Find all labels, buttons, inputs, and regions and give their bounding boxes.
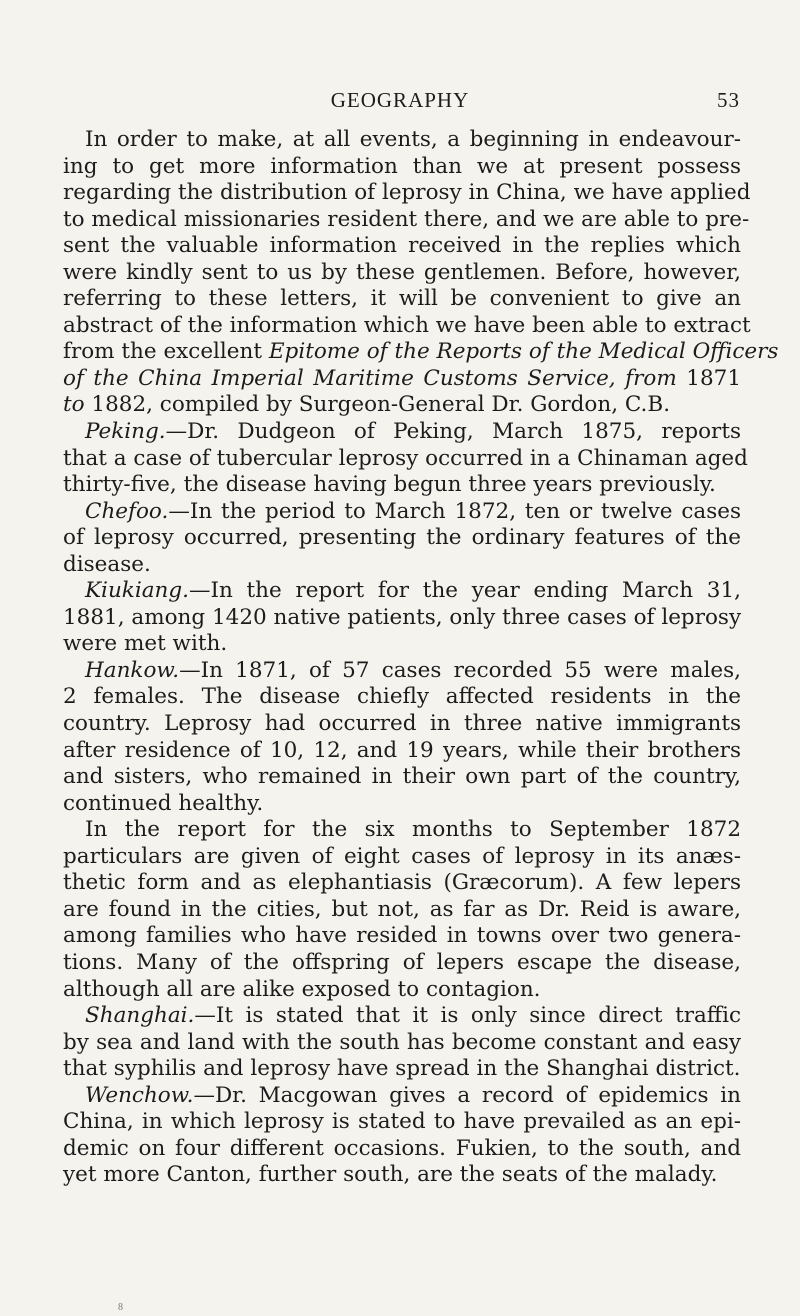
text-line bbox=[63, 658, 741, 685]
text-line bbox=[63, 445, 748, 473]
text-line bbox=[63, 844, 741, 871]
text-line bbox=[63, 312, 751, 340]
text-line bbox=[63, 472, 741, 499]
italic-text: Hankow. bbox=[85, 657, 180, 683]
line-text: country. Leprosy had occurred in three native immigrants bbox=[63, 711, 741, 737]
italic-text: Chefoo. bbox=[85, 498, 169, 524]
line-text: disease. bbox=[63, 551, 151, 577]
line-text: yet more Canton, further south, are the seats of the malady. bbox=[63, 1162, 718, 1188]
text-line bbox=[63, 339, 779, 366]
running-head bbox=[60, 88, 740, 118]
line-text: —It is stated that it is only since direct traffic bbox=[194, 1003, 741, 1029]
text-line bbox=[63, 260, 741, 287]
line-text: after residence of 10, 12, and 19 years, while their brothers bbox=[63, 737, 741, 763]
text-line bbox=[63, 1003, 741, 1030]
line-text: demic on four different occasions. Fukien, to the south, and bbox=[63, 1135, 741, 1161]
line-text: China, in which leprosy is stated to have prevailed as an epi- bbox=[63, 1109, 741, 1135]
line-text: —In the period to March 1872, ten or twelve cases bbox=[168, 498, 741, 524]
text-line bbox=[63, 738, 741, 765]
line-text: tions. Many of the offspring of lepers escape the disease, bbox=[63, 949, 741, 975]
text-line bbox=[63, 605, 741, 632]
body-text bbox=[63, 127, 779, 1189]
line-text: referring to these letters, it will be convenient to give an bbox=[63, 286, 741, 312]
text-line bbox=[63, 525, 741, 552]
line-text: from the excellent bbox=[63, 339, 269, 365]
line-text: particulars are given of eight cases of leprosy in its anæs- bbox=[63, 843, 741, 869]
line-text: sent the valuable information received in the replies which bbox=[63, 233, 741, 259]
line-text: and sisters, who remained in their own part of the country, bbox=[63, 764, 741, 790]
italic-text: Shanghai. bbox=[85, 1003, 195, 1029]
text-line bbox=[63, 206, 750, 234]
line-text: that a case of tubercular leprosy occurred in a Chinaman aged bbox=[63, 445, 748, 471]
line-text: of leprosy occurred, presenting the ordinary features of the bbox=[63, 525, 741, 551]
line-text: to medical missionaries resident there, and we are able to pre- bbox=[63, 206, 750, 232]
text-line bbox=[63, 180, 751, 207]
line-text: —In 1871, of 57 cases recorded 55 were males, bbox=[179, 657, 741, 683]
line-text: thirty-five, the disease having begun three years previously. bbox=[63, 472, 716, 498]
line-text: were met with. bbox=[63, 631, 228, 657]
text-line bbox=[63, 286, 741, 313]
text-line bbox=[63, 1109, 741, 1136]
text-line bbox=[63, 233, 741, 260]
line-text: 1871 bbox=[676, 365, 741, 391]
text-line bbox=[63, 870, 741, 897]
line-text: In the report for the six months to September 1872 bbox=[85, 817, 741, 843]
line-text: ing to get more information than we at present possess bbox=[63, 153, 741, 179]
text-line bbox=[63, 419, 741, 446]
line-text: are found in the cities, but not, as far as Dr. Reid is aware, bbox=[63, 896, 741, 922]
text-line bbox=[63, 631, 741, 658]
text-line bbox=[63, 552, 741, 579]
text-line bbox=[63, 578, 741, 605]
italic-text: to bbox=[63, 392, 85, 418]
line-text: In order to make, at all events, a beginning in endeavour- bbox=[85, 127, 741, 152]
line-text: by sea and land with the south has become constant and easy bbox=[63, 1029, 741, 1055]
text-line bbox=[63, 923, 741, 950]
text-line bbox=[63, 1136, 741, 1163]
text-line bbox=[63, 127, 741, 154]
italic-text: Epitome of the Reports of the Medical Officers bbox=[268, 339, 779, 365]
text-line bbox=[63, 392, 741, 419]
line-text: were kindly sent to us by these gentlemen. Before, however, bbox=[63, 259, 741, 285]
line-text: 1881, among 1420 native patients, only three cases of leprosy bbox=[63, 604, 742, 630]
text-line bbox=[63, 684, 741, 711]
text-line bbox=[63, 154, 741, 181]
text-line bbox=[63, 711, 741, 738]
line-text: continued healthy. bbox=[63, 790, 264, 816]
italic-text: of the China Imperial Maritime Customs Service, from bbox=[63, 365, 677, 391]
text-line bbox=[63, 1030, 741, 1057]
line-text: —Dr. Dudgeon of Peking, March 1875, reports bbox=[165, 419, 741, 445]
text-line bbox=[63, 1162, 741, 1189]
italic-text: Peking. bbox=[85, 419, 166, 445]
line-text: among families who have resided in towns over two genera- bbox=[63, 923, 741, 949]
line-text: although all are alike exposed to contagion. bbox=[63, 976, 541, 1002]
text-line bbox=[63, 977, 741, 1004]
line-text: —In the report for the year ending March 31, bbox=[188, 578, 741, 604]
line-text: thetic form and as elephantiasis (Græcorum). A few lepers bbox=[63, 870, 741, 896]
running-title: GEOGRAPHY bbox=[330, 88, 470, 112]
page-number: 53 bbox=[717, 88, 740, 112]
line-text: regarding the distribution of leprosy in China, we have applied bbox=[63, 180, 751, 206]
italic-text: Kiukiang. bbox=[85, 578, 189, 604]
text-line bbox=[63, 817, 741, 844]
line-text: abstract of the information which we have been able to extract bbox=[63, 312, 751, 338]
line-text: —Dr. Macgowan gives a record of epidemics in bbox=[193, 1082, 741, 1108]
text-line bbox=[63, 791, 741, 818]
text-line bbox=[63, 366, 741, 393]
line-text: that syphilis and leprosy have spread in the Shanghai district. bbox=[63, 1056, 741, 1082]
text-line bbox=[63, 897, 741, 924]
line-text: 2 females. The disease chiefly affected residents in the bbox=[63, 684, 741, 710]
text-line bbox=[63, 1083, 741, 1110]
line-text: 1882, compiled by Surgeon-General Dr. Gordon, C.B. bbox=[84, 392, 671, 418]
text-line bbox=[63, 499, 741, 526]
text-line bbox=[63, 950, 741, 977]
italic-text: Wenchow. bbox=[85, 1082, 194, 1108]
text-line bbox=[63, 764, 741, 791]
printer-signature: 8 bbox=[118, 1302, 123, 1313]
text-line bbox=[63, 1056, 741, 1083]
